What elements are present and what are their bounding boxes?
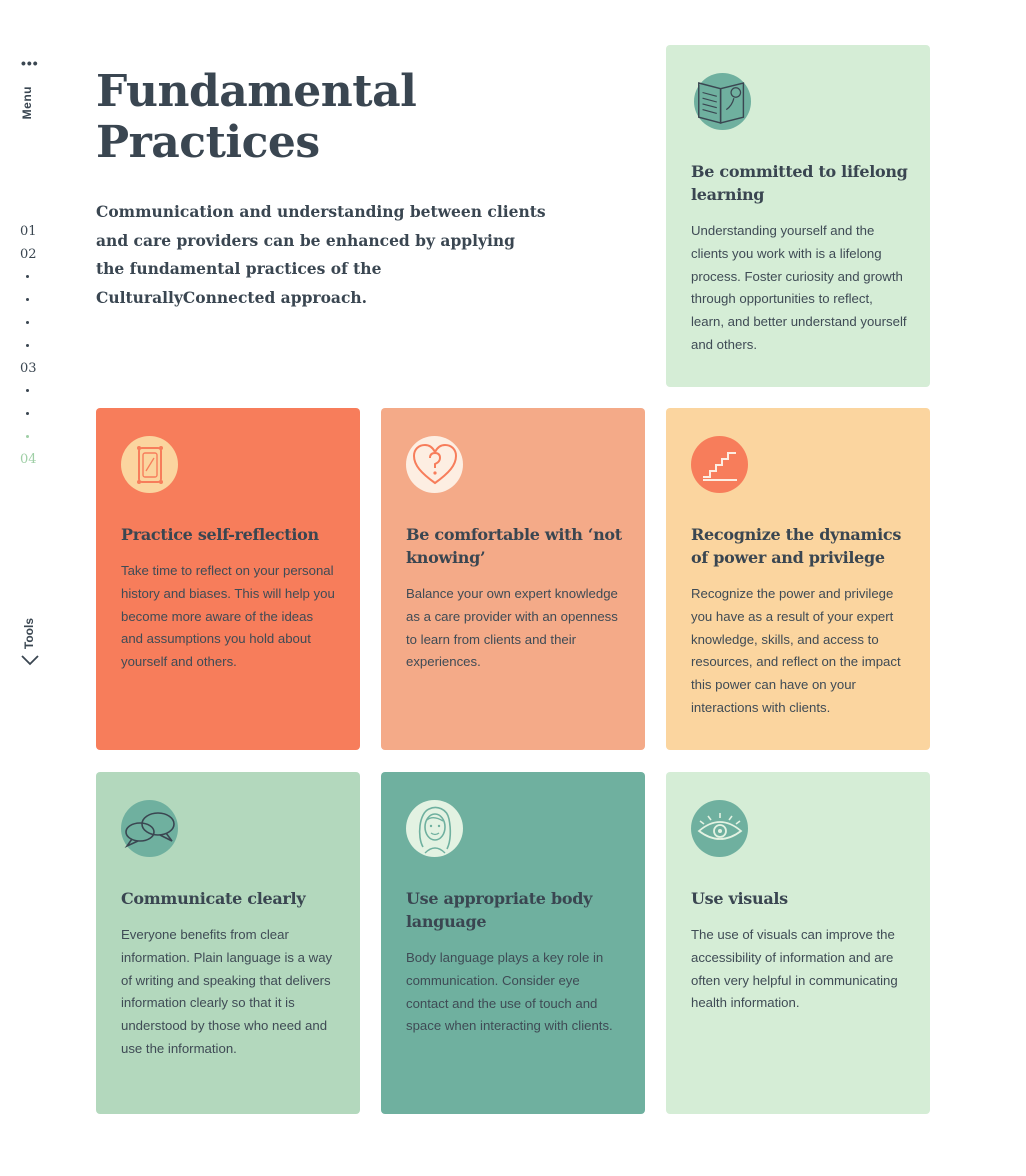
- nav-item-03[interactable]: 03: [20, 361, 37, 376]
- menu-button[interactable]: [14, 56, 44, 120]
- nav-item-02[interactable]: 02: [20, 247, 37, 262]
- card-body: Recognize the power and privilege you have as a result of your expert knowledge, skills, and access to resources, and reflect on the impact this power can have on your interactions with clients.: [691, 586, 901, 715]
- card-title: Practice self-reflection: [121, 525, 319, 544]
- eye-icon: [691, 800, 748, 857]
- card-communicate-clearly: [96, 772, 360, 1114]
- page-title: [96, 66, 616, 168]
- nav-dot[interactable]: [26, 412, 29, 415]
- menu-label: Menu: [20, 86, 34, 120]
- nav-dot[interactable]: [26, 275, 29, 278]
- nav-dot[interactable]: [26, 321, 29, 324]
- intro-text: Communication and understanding between clients and care providers can be enhanced by applying the fundamental practices of the CulturallyConnected approach.: [96, 202, 546, 307]
- card-body: Everyone benefits from clear information. Plain language is a way of writing and speaking that delivers information clearly so that it is understood by those who need and use the information.: [121, 927, 333, 1056]
- card-body: Body language plays a key role in communication. Consider eye contact and the use of touch and space when interacting with clients.: [406, 950, 613, 1034]
- card-self-reflection: [96, 408, 360, 750]
- nav-dot[interactable]: [26, 389, 29, 392]
- nav-dot[interactable]: [26, 344, 29, 347]
- card-power-privilege: [666, 408, 930, 750]
- chevron-down-icon: [20, 654, 40, 666]
- card-title: Be comfortable with ‘not knowing’: [406, 525, 622, 567]
- card-title: Use appropriate body language: [406, 889, 593, 931]
- card-lifelong-learning: [666, 45, 930, 387]
- stairs-icon: [691, 436, 748, 493]
- nav-item-01[interactable]: 01: [20, 224, 37, 239]
- card-body-language: [381, 772, 645, 1114]
- card-title: Use visuals: [691, 889, 788, 908]
- page-title-line1: Fundamental: [96, 66, 417, 117]
- card-title: Communicate clearly: [121, 889, 306, 908]
- nav-dot[interactable]: [26, 298, 29, 301]
- book-icon: [694, 73, 751, 130]
- heart-question-icon: [406, 436, 463, 493]
- nav-dot-active[interactable]: [26, 435, 29, 438]
- speech-bubbles-icon: [121, 800, 178, 857]
- menu-dots-icon: •••: [21, 55, 39, 71]
- card-body: Take time to reflect on your personal history and biases. This will help you become more aware of the ideas and assumptions you hold about yourself and others.: [121, 563, 335, 670]
- card-use-visuals: [666, 772, 930, 1114]
- nav-item-04-active[interactable]: 04: [20, 452, 37, 467]
- card-body: Balance your own expert knowledge as a care provider with an openness to learn from clients and their experiences.: [406, 586, 618, 670]
- card-body: The use of visuals can improve the accessibility of information and are often very helpful in communicating health information.: [691, 927, 898, 1011]
- card-title: Recognize the dynamics of power and privilege: [691, 525, 902, 567]
- tools-label: Tools: [22, 618, 36, 650]
- mirror-icon: [121, 436, 178, 493]
- side-rail: [0, 0, 60, 1176]
- card-title: Be committed to lifelong learning: [691, 162, 908, 204]
- card-not-knowing: [381, 408, 645, 750]
- page-title-line2: Practices: [96, 117, 320, 168]
- card-body: Understanding yourself and the clients you work with is a lifelong process. Foster curiosity and growth through opportunities to reflect, learn, and better understand yourself and others.: [691, 223, 907, 352]
- face-icon: [406, 800, 463, 857]
- tools-button[interactable]: [18, 618, 44, 674]
